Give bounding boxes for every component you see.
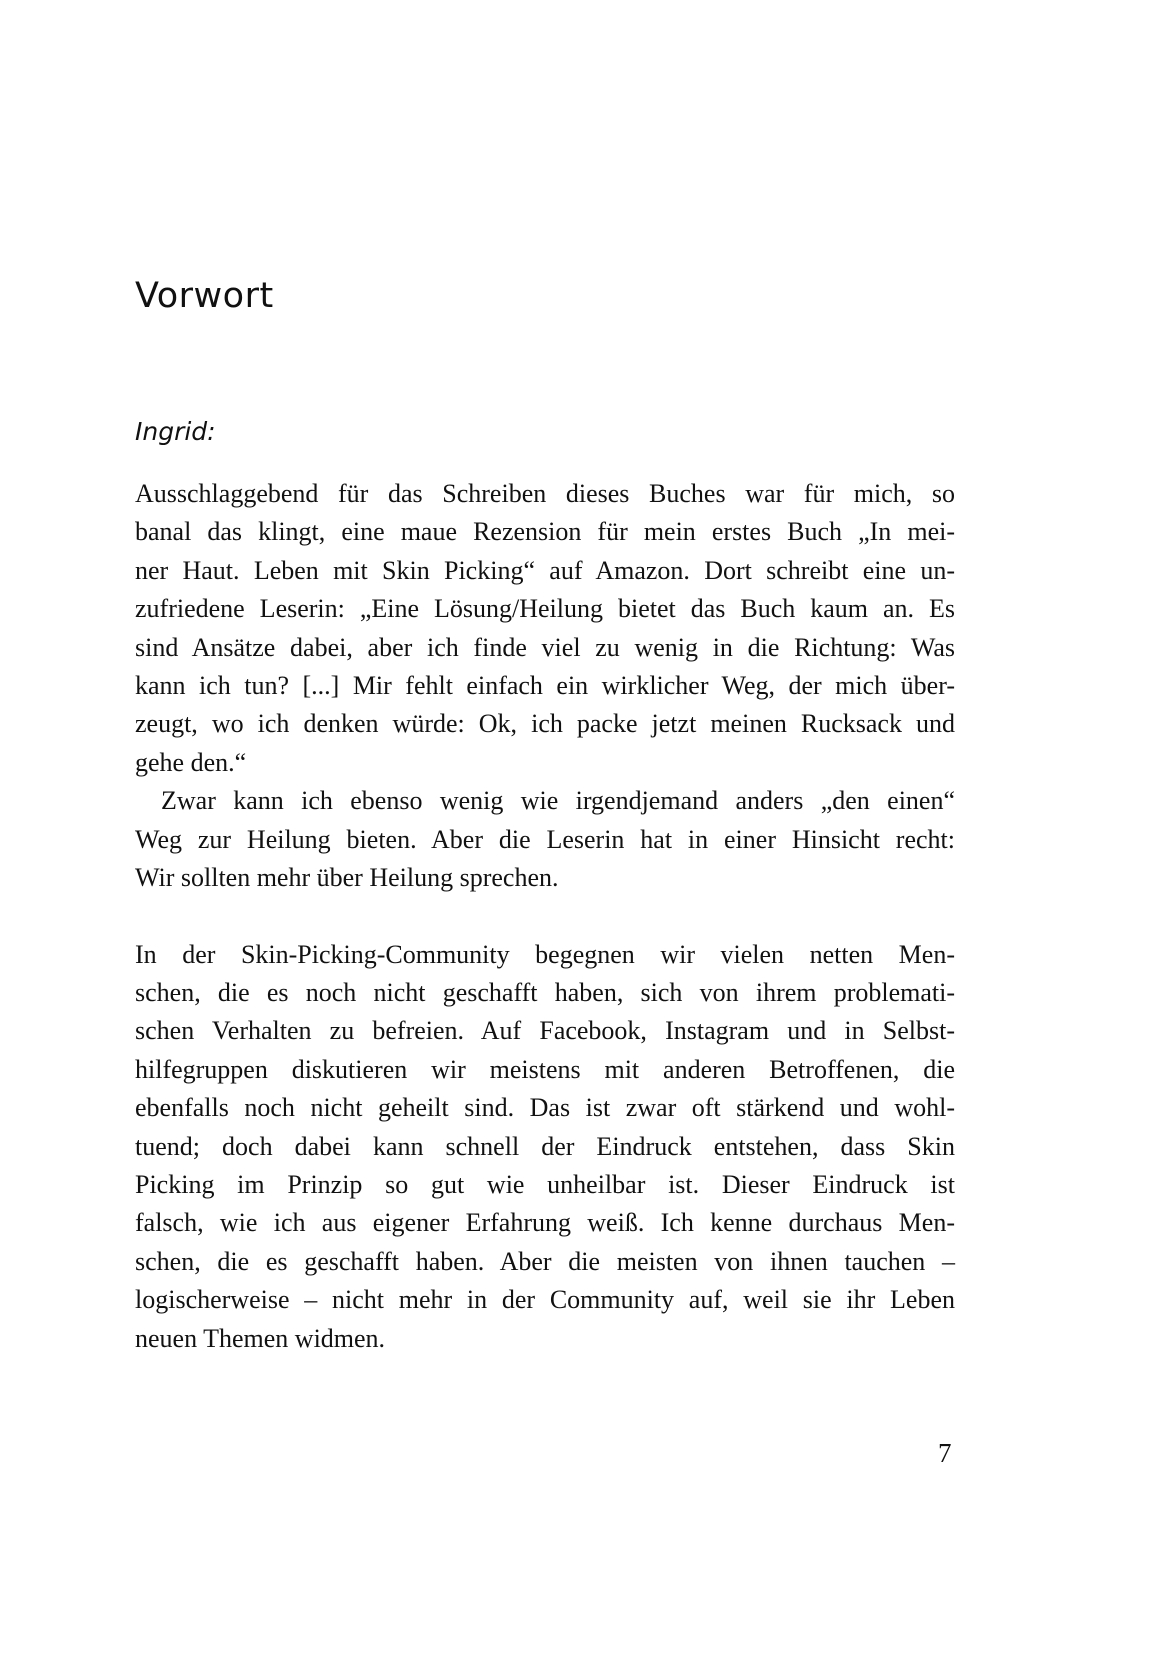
text-line: Ausschlaggebend für das Schreiben dieses Buches war für mich, so [135,479,955,508]
paragraph [135,936,955,1358]
text-line: falsch, wie ich aus eigener Erfahrung weiß. Ich kenne durchaus Men- [135,1208,955,1238]
text-line: banal das klingt, eine maue Rezension für mein erstes Buch „In mei- [135,517,955,547]
text-line: In der Skin-Picking-Community begegnen wir vielen netten Men- [135,939,955,969]
text-line: neuen Themen widmen. [135,1323,386,1353]
text-line: hilfegruppen diskutieren wir meistens mit anderen Betroffenen, die [135,1054,955,1084]
paragraph-gap [135,897,955,935]
page-number: 7 [938,1438,952,1468]
text-line: kann ich tun? [...] Mir fehlt einfach ein wirklicher Weg, der mich über- [135,670,955,700]
chapter-title: Vorwort [135,276,274,316]
text-line: zeugt, wo ich denken würde: Ok, ich packe jetzt meinen Rucksack und [135,709,955,739]
text-line: Picking im Prinzip so gut wie unheilbar ist. Dieser Eindruck ist [135,1170,955,1200]
text-line: zufriedene Leserin: „Eine Lösung/Heilung bietet das Buch kaum an. Es [135,594,955,624]
paragraph [135,475,955,782]
text-line: logischerweise – nicht mehr in der Community auf, weil sie ihr Leben [135,1285,955,1315]
body-text [135,475,955,1358]
speaker-label: Ingrid: [135,417,216,446]
text-line: ebenfalls noch nicht geheilt sind. Das ist zwar oft stärkend und wohl- [135,1093,955,1123]
paragraph [135,782,955,897]
text-line: schen, die es geschafft haben. Aber die meisten von ihnen tauchen – [135,1246,955,1276]
text-line: tuend; doch dabei kann schnell der Eindruck entstehen, dass Skin [135,1131,955,1161]
text-line: ner Haut. Leben mit Skin Picking“ auf Amazon. Dort schreibt eine un- [135,555,955,585]
text-line: sind Ansätze dabei, aber ich finde viel zu wenig in die Richtung: Was [135,632,955,662]
text-line: Weg zur Heilung bieten. Aber die Leserin hat in einer Hinsicht recht: [135,824,955,854]
text-line: schen Verhalten zu befreien. Auf Facebook, Instagram und in Selbst- [135,1016,955,1046]
text-line: Wir sollten mehr über Heilung sprechen. [135,862,559,892]
text-line: gehe den.“ [135,747,247,777]
text-line: Zwar kann ich ebenso wenig wie irgendjemand anders „den einen“ [161,786,955,816]
text-line: schen, die es noch nicht geschafft haben, sich von ihrem problemati- [135,978,955,1008]
